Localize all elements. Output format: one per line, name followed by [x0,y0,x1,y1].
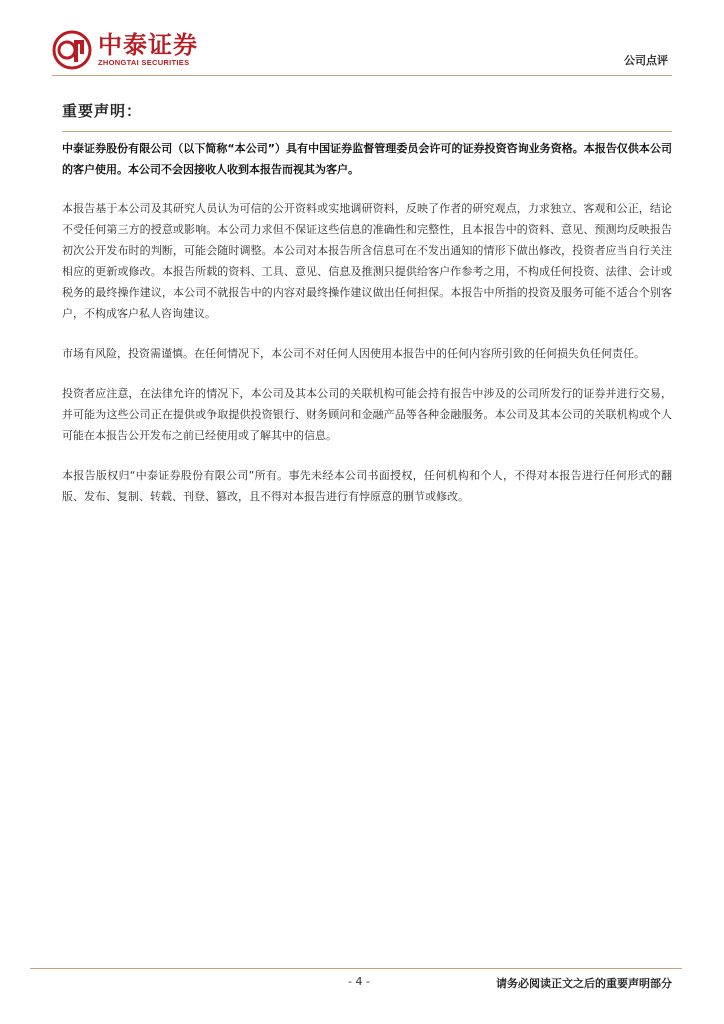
brand-name-en: ZHONGTAI SECURITIES [98,58,190,67]
disclaimer-paragraph: 本报告基于本公司及其研究人员认为可信的公开资料或实地调研资料，反映了作者的研究观点，力求独立、客观和公正，结论不受任何第三方的授意或影响。本公司力求但不保证这些信息的准确性和完整性，且本报告中的资料、意见、预测均反映报告初次公开发布时的判断，可能会随时调整。本公司对本报告所含信息可在不发出通知的情形下做出修改，投资者应当自行关注相应的更新或修改。本报告所载的资料、工具、意见、信息及推测只提供给客户作参考之用，不构成任何投资、法律、会计或税务的最终操作建议，本公司不就报告中的内容对最终操作建议做出任何担保。本报告中所指的投资及服务可能不适合个别客户，不构成客户私人咨询建议。 [62,202,672,320]
header-divider [52,75,672,76]
disclaimer-paragraph: 市场有风险，投资需谨慎。在任何情况下，本公司不对任何人因使用本报告中的任何内容所引致的任何损失负任何责任。 [62,347,645,360]
disclaimer-section [62,100,672,526]
page-header [0,0,724,80]
footer-divider [30,968,682,969]
document-type-label: 公司点评 [624,54,668,67]
intro-paragraph: 中泰证券股份有限公司（以下简称“本公司”）具有中国证券监督管理委员会许可的证券投资咨询业务资格。本报告仅供本公司的客户使用。本公司不会因接收人收到本报告而视其为客户。 [62,142,672,176]
brand-wordmark [98,32,198,68]
disclaimer-paragraph: 投资者应注意，在法律允许的情况下，本公司及其本公司的关联机构可能会持有报告中涉及的公司所发行的证券并进行交易，并可能为这些公司正在提供或争取提供投资银行、财务顾问和金融产品等各种金融服务。本公司及其本公司的关联机构或个人可能在本报告公开发布之前已经使用或了解其中的信息。 [62,387,672,442]
brand-name-cn: 中泰证券 [98,31,198,59]
brand-logo [52,30,198,70]
zhongtai-logo-icon [52,30,92,70]
page-number: - 4 - [348,975,370,988]
footer-notice: 请务必阅读正文之后的重要声明部分 [496,977,672,990]
title-divider [62,131,672,132]
section-title: 重要声明： [62,102,143,120]
disclaimer-paragraph: 本报告版权归“中泰证券股份有限公司”所有。事先未经本公司书面授权，任何机构和个人，不得对本报告进行任何形式的翻版、发布、复制、转载、刊登、篡改，且不得对本报告进行有悖原意的删节或修改。 [62,469,672,503]
